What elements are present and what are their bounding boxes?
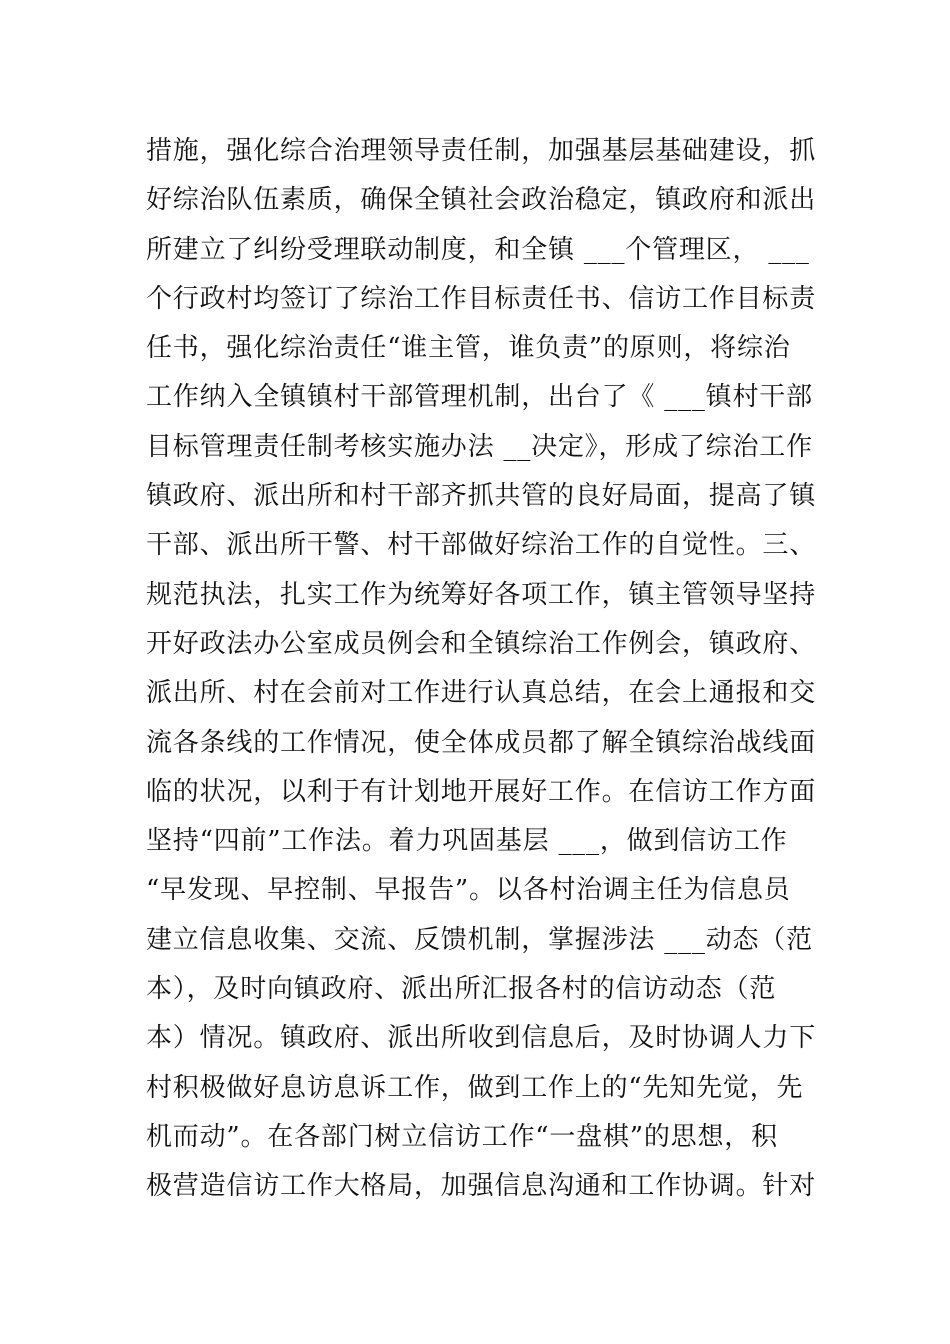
text-line: 村积极做好息访息诉工作，做到工作上的“先知先觉，先 (146, 1072, 804, 1103)
text-line: 临的状况，以利于有计划地开展好工作。在信访工作方面 (146, 776, 817, 807)
text-line: 坚持“四前”工作法。着力巩固基层 ___，做到信访工作 (146, 826, 788, 857)
text-line: 极营造信访工作大格局，加强信息沟通和工作协调。针对 (146, 1171, 817, 1202)
text-line: 规范执法，扎实工作为统筹好各项工作，镇主管领导坚持 (146, 579, 817, 610)
text-line: 开好政法办公室成员例会和全镇综治工作例会，镇政府、 (146, 628, 817, 659)
text-line: 个行政村均签订了综治工作目标责任书、信访工作目标责 (146, 283, 817, 314)
text-line: 机而动”。在各部门树立信访工作“一盘棋”的思想，积 (146, 1121, 778, 1152)
text-line: 本），及时向镇政府、派出所汇报各村的信访动态（范 (146, 974, 777, 1005)
text-line: 派出所、村在会前对工作进行认真总结，在会上通报和交 (146, 678, 817, 709)
text-line: 措施，强化综合治理领导责任制，加强基层基础建设，抓 (146, 136, 817, 166)
text-line: 所建立了纠纷受理联动制度，和全镇 ___个管理区， ___ (146, 234, 810, 265)
text-line: 工作纳入全镇镇村干部管理机制，出台了《 ___镇村干部 (146, 382, 813, 413)
text-line: 本）情况。镇政府、派出所收到信息后，及时协调人力下 (146, 1023, 817, 1054)
text-line: 流各条线的工作情况，使全体成员都了解全镇综治战线面 (146, 727, 817, 758)
text-line: 任书，强化综治责任“谁主管，谁负责”的原则，将综治 (146, 333, 791, 364)
text-line: 好综治队伍素质，确保全镇社会政治稳定，镇政府和派出 (146, 185, 817, 216)
text-line: “早发现、早控制、早报告”。以各村治调主任为信息员 (146, 875, 791, 906)
text-line: 目标管理责任制考核实施办法 __决定》，形成了综治工作 (146, 431, 813, 462)
text-line: 干部、派出所干警、村干部做好综治工作的自觉性。三、 (146, 530, 817, 561)
text-line: 建立信息收集、交流、反馈机制，掌握涉法 ___动态（范 (146, 924, 813, 955)
text-line: 镇政府、派出所和村干部齐抓共管的良好局面，提高了镇 (146, 481, 817, 512)
body-text (146, 127, 816, 1212)
